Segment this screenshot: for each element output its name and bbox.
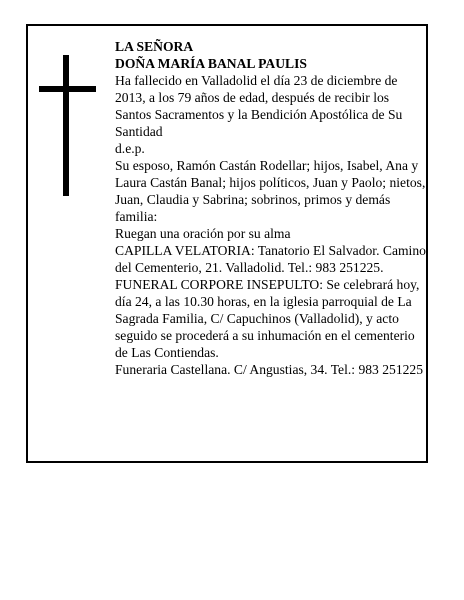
notice-heading: LA SEÑORA [115, 39, 194, 54]
deceased-name: DOÑA MARÍA BANAL PAULIS [115, 56, 307, 71]
cross-icon-bar [39, 86, 96, 92]
chapel-info: CAPILLA VELATORIA: Tanatorio El Salvador. Camino del Cementerio, 21. Valladolid. Tel.: 983 251225. [115, 243, 426, 275]
cross-icon [63, 55, 69, 196]
funeral-info: FUNERAL CORPORE INSEPULTO: Se celebrará hoy, día 24, a las 10.30 horas, en la iglesia parroquial de La Sagrada Familia, C/ Capuchinos (Valladolid), y acto seguido se procederá a su inhumación en el cementerio de Las Contiendas. [115, 277, 420, 360]
death-announcement: Ha fallecido en Valladolid el día 23 de diciembre de 2013, a los 79 años de edad, después de recibir los Santos Sacramentos y la Bendición Apostólica de Su Santidad [115, 73, 403, 139]
prayer-request: Ruegan una oración por su alma [115, 226, 291, 241]
obituary-text [115, 38, 427, 378]
rip-line: d.e.p. [115, 141, 145, 156]
family-list: Su esposo, Ramón Castán Rodellar; hijos, Isabel, Ana y Laura Castán Banal; hijos políticos, Juan y Paolo; nietos, Juan, Claudia y Sabrina; sobrinos, primos y demás familia: [115, 158, 426, 224]
funeral-home-info: Funeraria Castellana. C/ Angustias, 34. Tel.: 983 251225 [115, 362, 424, 377]
